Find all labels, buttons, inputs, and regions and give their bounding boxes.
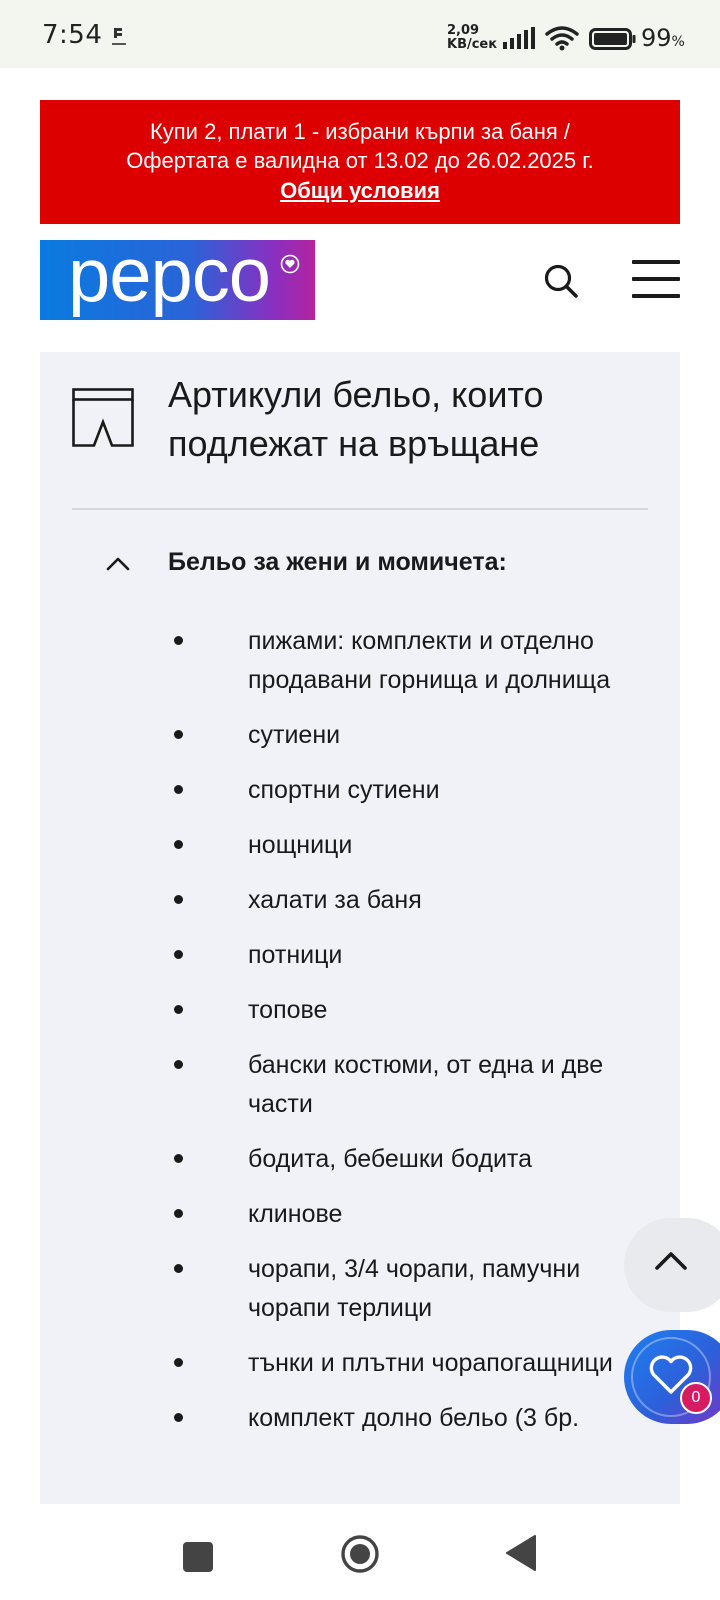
bullet-icon bbox=[174, 1154, 183, 1163]
bullet-icon bbox=[174, 1264, 183, 1273]
promo-line-2: Офертата е валидна от 13.02 до 26.02.2025 г. bbox=[126, 148, 594, 173]
recents-icon[interactable] bbox=[183, 1542, 213, 1572]
list-item-text: пижами: комплекти и отделно продавани горнища и долнища bbox=[248, 627, 611, 694]
status-time: 7:54 bbox=[42, 20, 103, 50]
battery-percent bbox=[641, 24, 685, 52]
returnable-items-list bbox=[40, 622, 680, 1454]
list-item-text: бодита, бебешки бодита bbox=[248, 1145, 532, 1173]
bullet-icon bbox=[174, 730, 183, 739]
promo-line-1: Купи 2, плати 1 - избрани кърпи за баня / bbox=[149, 119, 571, 144]
network-speed-value: 2,09 bbox=[447, 23, 480, 38]
list-item bbox=[40, 622, 680, 700]
list-item-text: нощници bbox=[248, 831, 353, 859]
list-item-text: топове bbox=[248, 996, 328, 1024]
bullet-icon bbox=[174, 1209, 183, 1218]
list-item bbox=[40, 1046, 680, 1124]
list-item-text: спортни сутиени bbox=[248, 776, 440, 804]
back-icon[interactable] bbox=[505, 1534, 537, 1572]
network-speed bbox=[447, 24, 507, 52]
logo-heart-icon bbox=[280, 254, 300, 274]
status-bar bbox=[0, 0, 720, 68]
list-item-text: бански костюми, от една и две части bbox=[248, 1051, 604, 1118]
list-item-text: потници bbox=[248, 941, 343, 969]
divider bbox=[72, 508, 648, 510]
chevron-up-icon[interactable] bbox=[106, 556, 130, 572]
list-item bbox=[40, 991, 680, 1030]
list-item bbox=[40, 881, 680, 920]
scroll-to-top-button[interactable] bbox=[624, 1218, 720, 1312]
bullet-icon bbox=[174, 636, 183, 645]
wishlist-count-badge: 0 bbox=[680, 1382, 712, 1414]
list-item bbox=[40, 771, 680, 810]
hamburger-menu-icon[interactable] bbox=[630, 258, 680, 300]
wishlist-button[interactable] bbox=[624, 1330, 720, 1424]
bullet-icon bbox=[174, 1358, 183, 1367]
list-item bbox=[40, 826, 680, 865]
system-nav-bar bbox=[0, 1506, 720, 1600]
battery-percent-value: 99 bbox=[641, 24, 672, 52]
list-item bbox=[40, 1399, 680, 1438]
list-item-text: тънки и плътни чорапогащници bbox=[248, 1349, 613, 1377]
returnable-items-card bbox=[40, 352, 680, 1504]
menu-line bbox=[632, 277, 680, 281]
wifi-icon bbox=[545, 25, 579, 51]
list-item bbox=[40, 936, 680, 975]
list-item bbox=[40, 1140, 680, 1179]
list-item bbox=[40, 716, 680, 755]
bullet-icon bbox=[174, 895, 183, 904]
home-icon[interactable] bbox=[340, 1534, 380, 1574]
bullet-icon bbox=[174, 840, 183, 849]
battery-icon bbox=[589, 28, 637, 50]
signal-icon bbox=[503, 27, 537, 49]
menu-line bbox=[632, 260, 680, 264]
search-icon[interactable] bbox=[540, 260, 584, 304]
bullet-icon bbox=[174, 950, 183, 959]
pepco-logo[interactable] bbox=[40, 233, 315, 320]
list-item bbox=[40, 1344, 680, 1383]
network-speed-unit: KB/сек bbox=[447, 37, 498, 52]
underwear-shorts-icon bbox=[72, 388, 134, 448]
list-item-text: сутиени bbox=[248, 721, 341, 749]
card-title: Артикули бельо, които подлежат на връщане bbox=[168, 374, 544, 464]
bullet-icon bbox=[174, 1060, 183, 1069]
list-item-text: чорапи, 3/4 чорапи, памучни чорапи терлици bbox=[248, 1255, 581, 1322]
logo-text: pepco bbox=[68, 233, 271, 318]
list-item bbox=[40, 1195, 680, 1234]
menu-line bbox=[632, 294, 680, 298]
accordion-section-title[interactable]: Бельо за жени и момичета: bbox=[168, 548, 507, 576]
chevron-up-icon bbox=[654, 1250, 688, 1272]
bullet-icon bbox=[174, 1005, 183, 1014]
list-item-text: комплект долно бельо (3 бр. bbox=[248, 1404, 580, 1432]
battery-percent-unit: % bbox=[671, 34, 685, 50]
terms-link[interactable]: Общи условия bbox=[280, 178, 440, 203]
app-notification-icon bbox=[110, 26, 128, 48]
list-item-text: халати за баня bbox=[248, 886, 422, 914]
list-item bbox=[40, 1250, 680, 1328]
promo-banner bbox=[40, 100, 680, 224]
list-item-text: клинове bbox=[248, 1200, 343, 1228]
bullet-icon bbox=[174, 785, 183, 794]
bullet-icon bbox=[174, 1413, 183, 1422]
